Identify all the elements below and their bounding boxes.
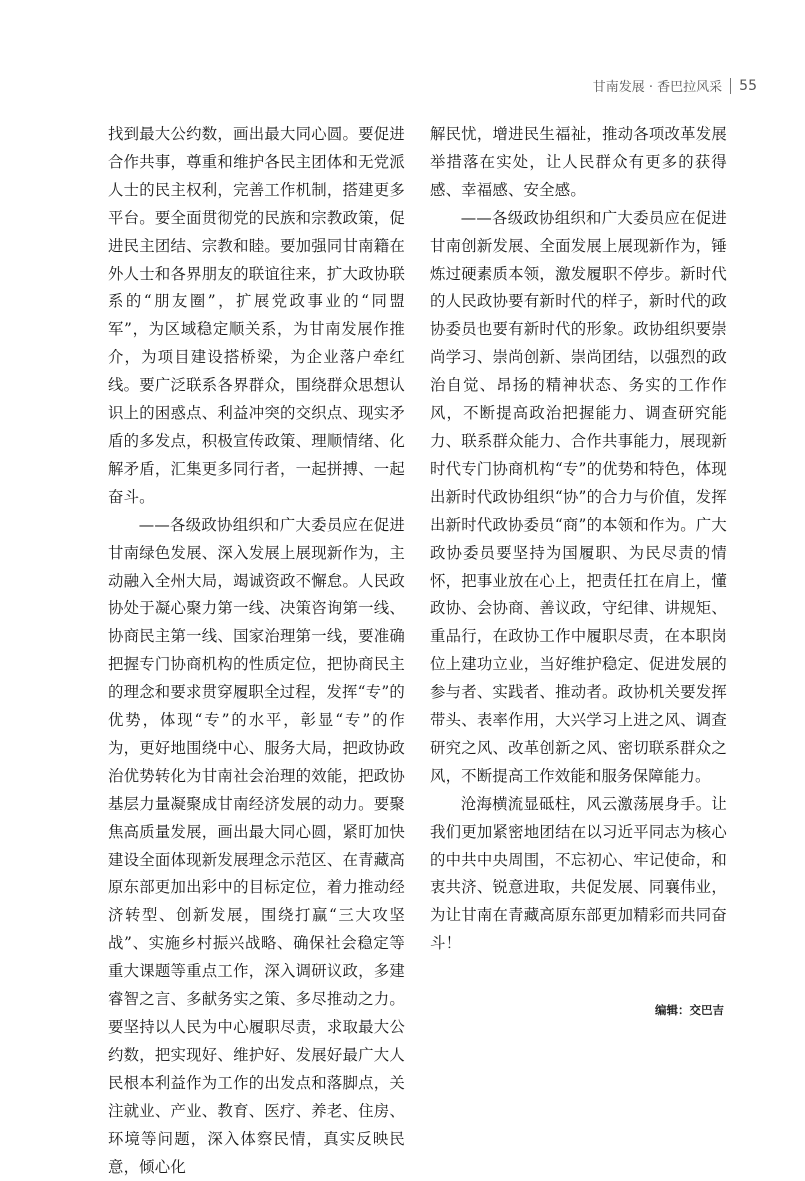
right-paragraph-1: 解民忧，增进民生福祉，推动各项改革发展举措落在实处，让人民群众有更多的获得感、幸福感、安全感。 xyxy=(430,125,727,199)
left-column xyxy=(108,121,405,1181)
right-column xyxy=(430,121,727,958)
editor-credit: 编辑：交巴吉 xyxy=(655,1003,724,1017)
right-paragraph-3: 沧海横流显砥柱，风云激荡展身手。让我们更加紧密地团结在以习近平同志为核心的中共中央周围，不忘初心、牢记使命，和衷共济、锐意进取，共促发展、同襄伟业，为让甘南在青藏高原东部更加精彩而共同奋斗！ xyxy=(430,794,727,953)
section-title: 甘南发展 · 香巴拉风采 xyxy=(592,80,723,95)
right-paragraph-2: ——各级政协组织和广大委员应在促进甘南创新发展、全面发展上展现新作为，锤炼过硬素质本领，激发履职不停步。新时代的人民政协要有新时代的样子，新时代的政协委员也要有新时代的形象。政协组织要崇尚学习、崇尚创新、崇尚团结，以强烈的政治自觉、昂扬的精神状态、务实的工作作风，不断提高政治把握能力、调查研究能力、联系群众能力、合作共事能力，展现新时代专门协商机构“专”的优势和特色，体现出新时代政协组织“协”的合力与价值，发挥出新时代政协委员“商”的本领和作为。广大政协委员要坚持为国履职、为民尽责的情怀，把事业放在心上，把责任扛在肩上，懂政协、会协商、善议政，守纪律、讲规矩、重品行，在政协工作中履职尽责，在本职岗位上建功立业，当好维护稳定、促进发展的参与者、实践者、推动者。政协机关要发挥带头、表率作用，大兴学习上进之风、调查研究之风、改革创新之风、密切联系群众之风，不断提高工作效能和服务保障能力。 xyxy=(430,208,727,785)
running-header xyxy=(593,76,757,95)
left-paragraph-2: ——各级政协组织和广大委员应在促进甘南绿色发展、深入发展上展现新作为，主动融入全州大局，竭诚资政不懈怠。人民政协处于凝心聚力第一线、决策咨询第一线、协商民主第一线、国家治理第一线，要准确把握专门协商机构的性质定位，把协商民主的理念和要求贯穿履职全过程，发挥“专”的优势，体现“专”的水平，彰显“专”的作为，更好地围绕中心、服务大局，把政协政治优势转化为甘南社会治理的效能，把政协基层力量凝聚成甘南经济发展的动力。要聚焦高质量发展，画出最大同心圆，紧盯加快建设全面体现新发展理念示范区、在青藏高原东部更加出彩中的目标定位，着力推动经济转型、创新发展，围绕打赢“三大攻坚战”、实施乡村振兴战略、确保社会稳定等重大课题等重点工作，深入调研议政，多建睿智之言、多献务实之策、多尽推动之力。要坚持以人民为中心履职尽责，求取最大公约数，把实现好、维护好、发展好最广大人民根本利益作为工作的出发点和落脚点，关注就业、产业、教育、医疗、养老、住房、环境等问题，深入体察民情，真实反映民意，倾心化 xyxy=(108,515,405,1176)
page-number: 55 xyxy=(739,77,757,94)
header-divider xyxy=(730,78,731,94)
left-paragraph-1: 找到最大公约数，画出最大同心圆。要促进合作共事，尊重和维护各民主团体和无党派人士的民主权利，完善工作机制，搭建更多平台。要全面贯彻党的民族和宗教政策，促进民主团结、宗教和睦。要加强同甘南籍在外人士和各界朋友的联谊往来，扩大政协联系的“朋友圈”，扩展党政事业的“同盟军”，为区域稳定顺关系，为甘南发展作推介，为项目建设搭桥梁，为企业落户牵红线。要广泛联系各界群众，围绕群众思想认识上的困惑点、利益冲突的交织点、现实矛盾的多发点，积极宣传政策、理顺情绪、化解矛盾，汇集更多同行者，一起拼搏、一起奋斗。 xyxy=(108,125,405,506)
